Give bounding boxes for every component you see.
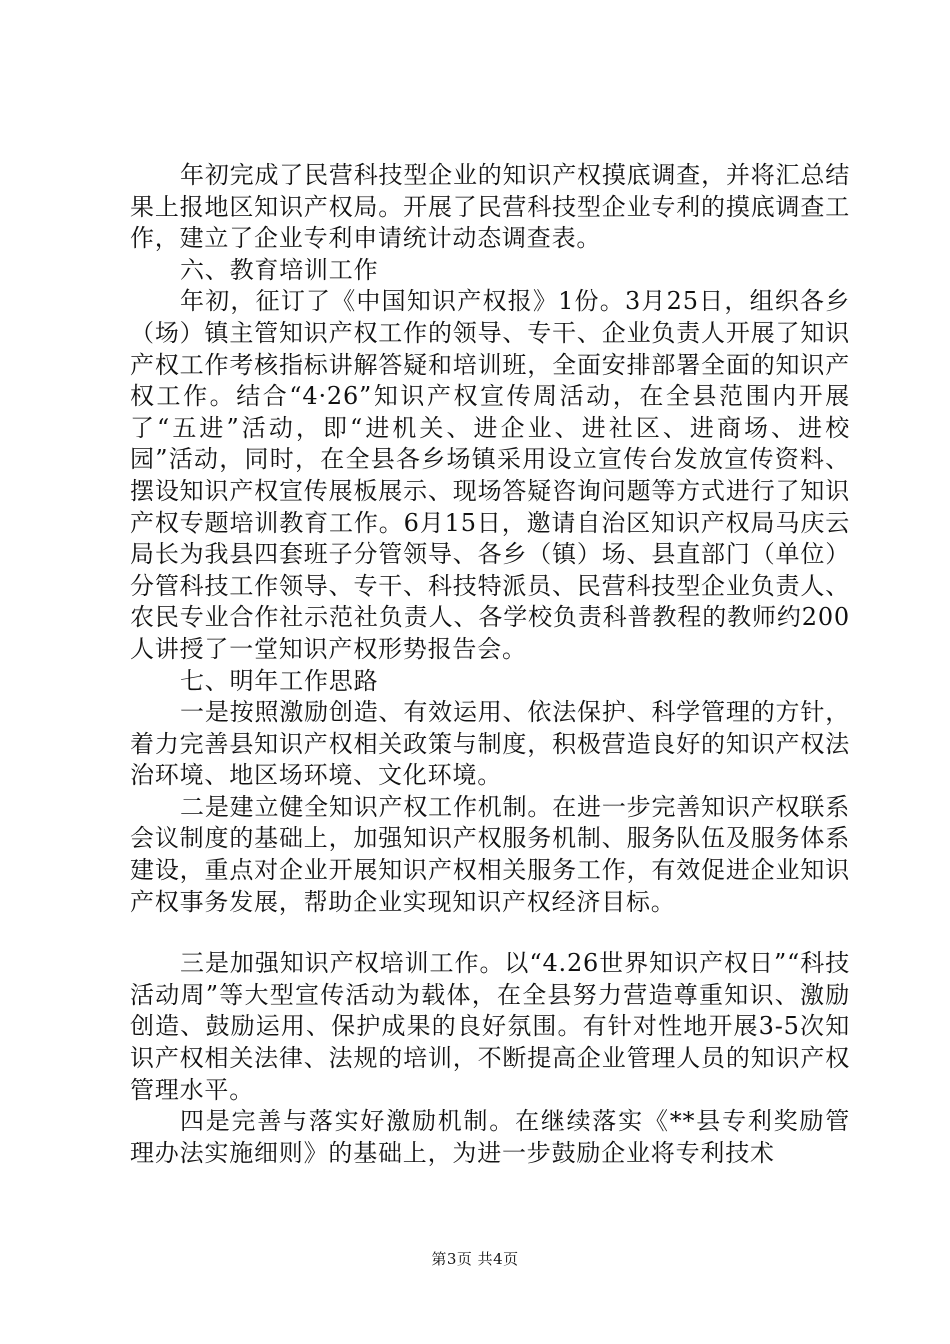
paragraph-plan-two: 二是建立健全知识产权工作机制。在进一步完善知识产权联系会议制度的基础上，加强知识产权服务机制、服务队伍及服务体系建设，重点对企业开展知识产权相关服务工作，有效促进企业知识产权事务发展，帮助企业实现知识产权经济目标。	[130, 792, 850, 916]
section-heading-education-training: 六、教育培训工作	[180, 255, 379, 284]
paragraph-education-training: 年初，征订了《中国知识产权报》1份。3月25日，组织各乡（场）镇主管知识产权工作的领导、专干、企业负责人开展了知识产权工作考核指标讲解答疑和培训班，全面安排部署全面的知识产权工作。结合“4·26”知识产权宣传周活动，在全县范围内开展了“五进”活动，即“进机关、进企业、进社区、进商场、进校园”活动，同时，在全县各乡场镇采用设立宣传台发放宣传资料、摆设知识产权宣传展板展示、现场答疑咨询问题等方式进行了知识产权专题培训教育工作。6月15日，邀请自治区知识产权局马庆云局长为我县四套班子分管领导、各乡（镇）场、县直部门（单位）分管科技工作领导、专干、科技特派员、民营科技型企业负责人、农民专业合作社示范社负责人、各学校负责科普教程的教师约200人讲授了一堂知识产权形势报告会。	[130, 287, 850, 663]
paragraph-plan-three: 三是加强知识产权培训工作。以“4.26世界知识产权日”“科技活动周”等大型宣传活动为载体，在全县努力营造尊重知识、激励创造、鼓励运用、保护成果的良好氛围。有针对性地开展3-5次知识产权相关法律、法规的培训，不断提高企业管理人员的知识产权管理水平。	[130, 949, 850, 1104]
paragraph-plan-one: 一是按照激励创造、有效运用、依法保护、科学管理的方针，着力完善县知识产权相关政策与制度，积极营造良好的知识产权法治环境、地区场环境、文化环境。	[130, 698, 850, 790]
page-number-footer: 第3页 共4页	[431, 1250, 519, 1268]
section-heading-next-year-plan: 七、明年工作思路	[180, 666, 379, 695]
document-body	[130, 160, 850, 1169]
paragraph-survey: 年初完成了民营科技型企业的知识产权摸底调查，并将汇总结果上报地区知识产权局。开展了民营科技型企业专利的摸底调查工作，建立了企业专利申请统计动态调查表。	[130, 161, 850, 253]
paragraph-plan-four: 四是完善与落实好激励机制。在继续落实《**县专利奖励管理办法实施细则》的基础上，为进一步鼓励企业将专利技术	[130, 1107, 850, 1167]
